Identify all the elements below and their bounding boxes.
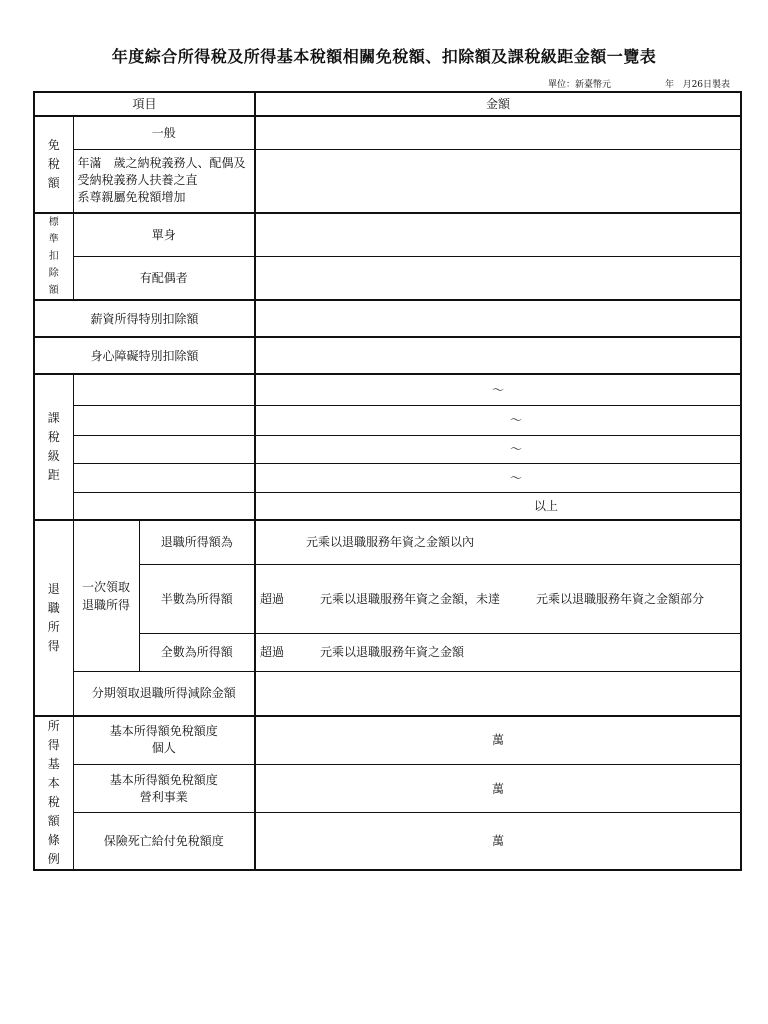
table-row [34, 520, 741, 564]
basic-tax-row3-value: 萬 [255, 813, 741, 870]
retirement-row3-label: 全數為所得額 [139, 633, 255, 671]
retirement-row1-label: 退職所得額為 [139, 520, 255, 564]
table-row [34, 813, 741, 870]
retirement-row1-value: 元乘以退職服務年資之金額以內 [255, 520, 741, 564]
page-title: 年度綜合所得稅及所得基本稅額相關免稅額、扣除額及課稅級距金額一覽表 [111, 47, 657, 66]
table-row [34, 463, 741, 492]
table-row [34, 435, 741, 463]
bracket-value: ～ [255, 374, 741, 405]
retirement-group-label: 退 職 所 得 [34, 520, 73, 716]
retirement-row2-label: 半數為所得額 [139, 564, 255, 633]
exemption-general-value [255, 116, 741, 149]
prepared-date: 年 月26日製表 [665, 80, 731, 90]
salary-deduction-value [255, 300, 741, 337]
table-row [34, 374, 741, 405]
retirement-lump-sum-label: 一次領取 退職所得 [73, 520, 139, 671]
table-header-row [34, 92, 741, 116]
bracket-label [73, 463, 255, 492]
standard-single-label: 單身 [73, 213, 255, 257]
retirement-installment-value [255, 671, 741, 716]
standard-married-value [255, 257, 741, 301]
table-row [34, 633, 741, 671]
basic-tax-row1-label: 基本所得額免稅額度 個人 [73, 716, 255, 764]
bracket-value: ～ [255, 463, 741, 492]
bracket-label [73, 492, 255, 520]
bracket-label [73, 405, 255, 435]
salary-deduction-label: 薪資所得特別扣除額 [34, 300, 255, 337]
table-row [34, 405, 741, 435]
table-row [34, 671, 741, 716]
header-item: 項目 [34, 92, 255, 116]
brackets-group-label: 課 稅 級 距 [34, 374, 73, 520]
table-row [34, 564, 741, 633]
exemption-elderly-value [255, 149, 741, 213]
exemption-group-label: 免 稅 額 [34, 116, 73, 213]
disability-deduction-value [255, 337, 741, 374]
bracket-label [73, 374, 255, 405]
basic-tax-row3-label: 保險死亡給付免稅額度 [73, 813, 255, 870]
table-row [34, 492, 741, 520]
table-row [34, 116, 741, 149]
bracket-value: 以上 [255, 492, 741, 520]
bracket-label [73, 435, 255, 463]
basic-tax-row2-label: 基本所得額免稅額度 營利事業 [73, 764, 255, 812]
table-row [34, 213, 741, 257]
retirement-row2-value: 超過 元乘以退職服務年資之金額，未達 元乘以退職服務年資之金額部分 [255, 564, 741, 633]
table-row [34, 337, 741, 374]
exemption-general-label: 一般 [73, 116, 255, 149]
retirement-installment-label: 分期領取退職所得減除金額 [73, 671, 255, 716]
unit-label: 單位：新臺幣元 [548, 80, 612, 90]
bracket-value: ～ [255, 435, 741, 463]
table-row [34, 716, 741, 764]
header-amount: 金額 [255, 92, 741, 116]
retirement-row3-value: 超過 元乘以退職服務年資之金額 [255, 633, 741, 671]
disability-deduction-label: 身心障礙特別扣除額 [34, 337, 255, 374]
standard-married-label: 有配偶者 [73, 257, 255, 301]
table-row [34, 257, 741, 301]
basic-tax-group-label: 所 得 基 本 稅 額 條 例 [34, 716, 73, 870]
standard-single-value [255, 213, 741, 257]
table-row [34, 764, 741, 812]
basic-tax-row2-value: 萬 [255, 764, 741, 812]
exemption-elderly-label: 年滿 歲之納稅義務人、配偶及受納稅義務人扶養之直 系尊親屬免稅額增加 [73, 149, 255, 213]
summary-table [33, 91, 742, 871]
standard-deduction-group-label: 標 準 扣 除 額 [34, 213, 73, 300]
basic-tax-row1-value: 萬 [255, 716, 741, 764]
table-row [34, 149, 741, 213]
table-row [34, 300, 741, 337]
bracket-value: ～ [255, 405, 741, 435]
